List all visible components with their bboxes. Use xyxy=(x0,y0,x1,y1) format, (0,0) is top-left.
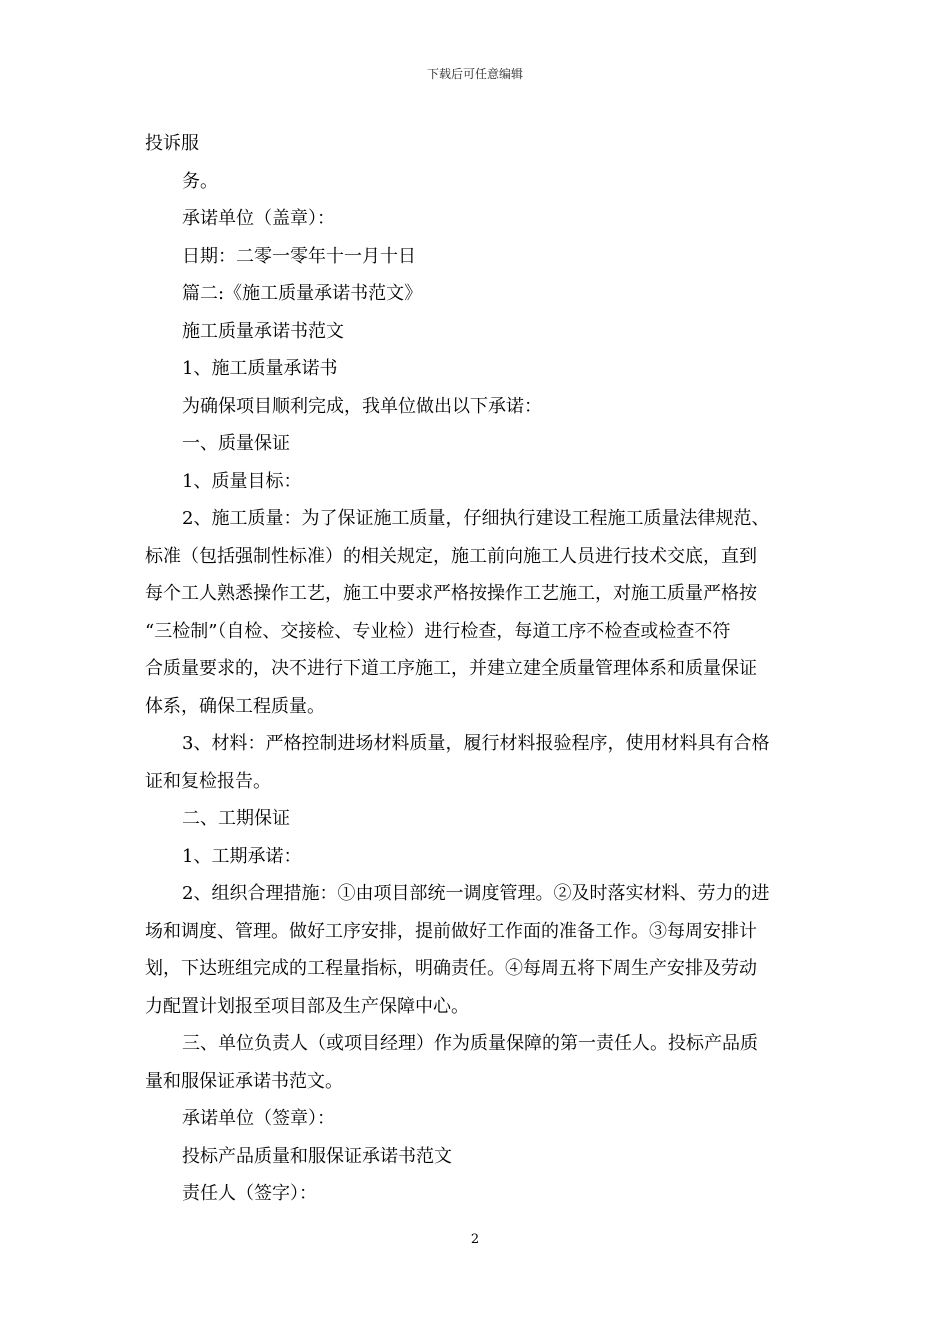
text-line: 1、质量目标： xyxy=(182,470,302,492)
text-line: 责任人（签字）： xyxy=(182,1183,317,1204)
text-line: 标准（包括强制性标准）的相关规定，施工前向施工人员进行技术交底，直到 xyxy=(145,545,757,567)
text-line: 2、组织合理措施：①由项目部统一调度管理。②及时落实材料、劳力的进 xyxy=(182,883,770,904)
text-line: 施工质量承诺书范文 xyxy=(182,320,344,342)
text-line: 为确保项目顺利完成，我单位做出以下承诺： xyxy=(182,395,542,417)
text-line: 1、施工质量承诺书 xyxy=(182,358,338,379)
text-line: 每个工人熟悉操作工艺，施工中要求严格按操作工艺施工，对施工质量严格按 xyxy=(145,583,757,604)
text-line: 合质量要求的，决不进行下道工序施工，并建立建全质量管理体系和质量保证 xyxy=(145,658,757,679)
text-line: 划，下达班组完成的工程量指标，明确责任。④每周五将下周生产安排及劳动 xyxy=(145,958,757,979)
text-line: 证和复检报告。 xyxy=(145,770,271,792)
text-line: 三、单位负责人（或项目经理）作为质量保障的第一责任人。投标产品质 xyxy=(182,1033,758,1054)
text-line: 场和调度、管理。做好工序安排，提前做好工作面的准备工作。③每周安排计 xyxy=(145,920,757,942)
text-line: 投标产品质量和服保证承诺书范文 xyxy=(182,1145,452,1167)
text-line: 投诉服 xyxy=(145,133,199,154)
text-line: 力配置计划报至项目部及生产保障中心。 xyxy=(145,995,469,1017)
text-line: 2、施工质量：为了保证施工质量，仔细执行建设工程施工质量法律规范、 xyxy=(182,508,770,529)
page-header: 下载后可任意编辑 xyxy=(426,67,523,81)
text-line: 承诺单位（签章）： xyxy=(182,1108,335,1129)
text-line: 量和服保证承诺书范文。 xyxy=(145,1070,343,1092)
text-line: 二、工期保证 xyxy=(182,808,290,829)
text-line: 篇二:《施工质量承诺书范文》 xyxy=(182,283,423,304)
text-line: 1、工期承诺： xyxy=(182,845,302,867)
page-number: 2 xyxy=(470,1232,480,1247)
text-line: 承诺单位（盖章）： xyxy=(182,208,335,229)
text-line: “三检制”（自检、交接检、专业检）进行检查，每道工序不检查或检查不符 xyxy=(145,620,731,642)
text-line: 务。 xyxy=(182,170,218,192)
text-line: 体系，确保工程质量。 xyxy=(145,695,325,717)
text-line: 日期：二零一零年十一月十日 xyxy=(182,245,416,267)
text-line: 一、质量保证 xyxy=(182,433,290,454)
text-line: 3、材料：严格控制进场材料质量，履行材料报验程序，使用材料具有合格 xyxy=(182,733,770,754)
document-body xyxy=(145,125,805,1213)
